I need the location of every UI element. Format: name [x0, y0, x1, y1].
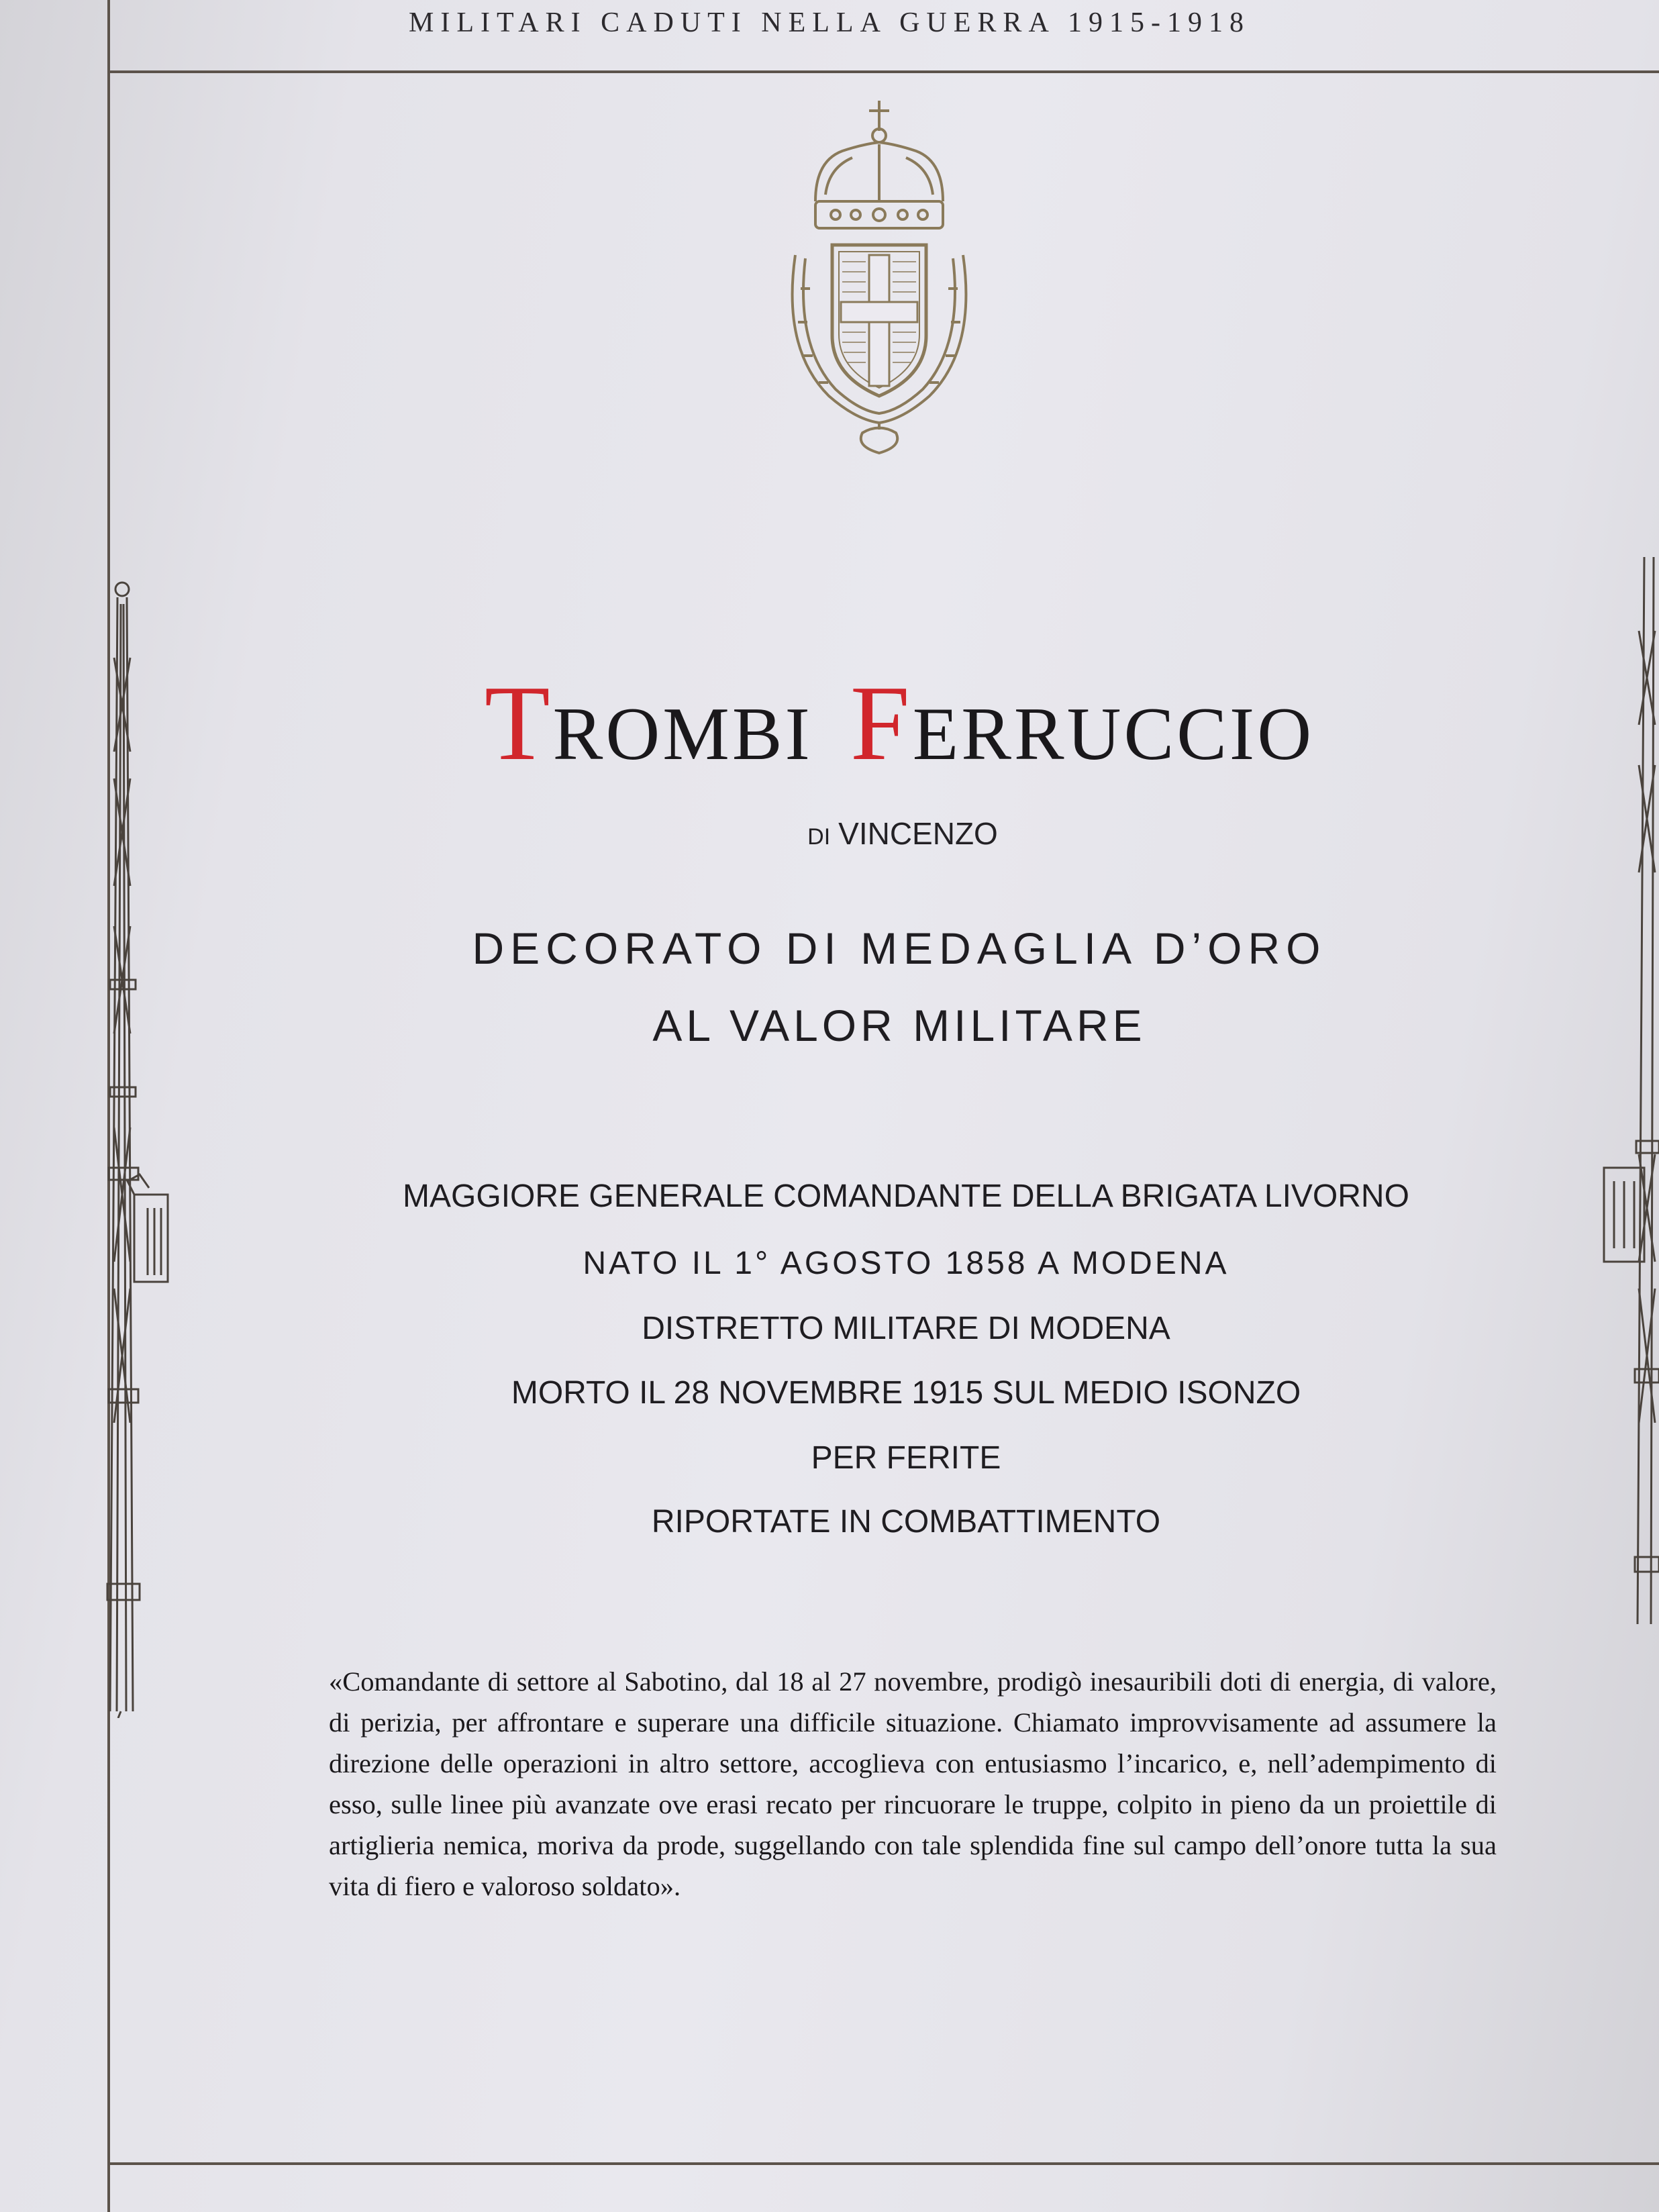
given-name-rest: ERRUCCIO [912, 693, 1315, 776]
savoy-crest-icon [768, 94, 990, 460]
cause-line-1: PER FERITE [811, 1440, 1001, 1476]
rank-line: MAGGIORE GENERALE COMANDANTE DELLA BRIGATA LIVORNO [403, 1178, 1409, 1214]
frame-top-rule [107, 70, 1659, 73]
birth-line: NATO IL 1° AGOSTO 1858 A MODENA [583, 1246, 1229, 1281]
parentage-prefix: DI [807, 824, 831, 850]
frame-bottom-rule [107, 2162, 1659, 2165]
person-name [0, 661, 1659, 785]
decoration-line-2: AL VALOR MILITARE [652, 1001, 1146, 1050]
medal-citation: «Comandante di settore al Sabotino, dal 18 al 27 novembre, prodigò inesauribili doti di energia, di valore, di perizia, per affrontare e superare una difficile situazione. Chiamato improvvisamente ad assumere la direzione delle operazioni in altro settore, accoglieva con entusiasmo l’incarico, e, nell’adempimento di esso, sulle linee più avanzate ove erasi recato per rincuorare le truppe, colpito in pieno da un proiettile di artiglieria nemica, moriva da prode, suggellando con tale splendida fine sul campo dell’onore tutta la sua vita di fiero e valoroso soldato». [329, 1666, 1497, 1901]
given-name-initial: F [850, 663, 913, 783]
surname-initial: T [484, 663, 553, 783]
surname-rest: ROMBI [552, 693, 813, 776]
surname [484, 663, 813, 783]
cause-line-2: RIPORTATE IN COMBATTIMENTO [651, 1504, 1161, 1540]
father-name: VINCENZO [838, 816, 998, 851]
running-header: MILITARI CADUTI NELLA GUERRA 1915-1918 [409, 7, 1250, 38]
decoration-line-1: DECORATO DI MEDAGLIA D’ORO [472, 923, 1327, 973]
parentage [0, 815, 1659, 852]
district-line: DISTRETTO MILITARE DI MODENA [642, 1311, 1170, 1346]
death-line: MORTO IL 28 NOVEMBRE 1915 SUL MEDIO ISONZO [511, 1375, 1301, 1411]
given-name [850, 663, 1315, 783]
